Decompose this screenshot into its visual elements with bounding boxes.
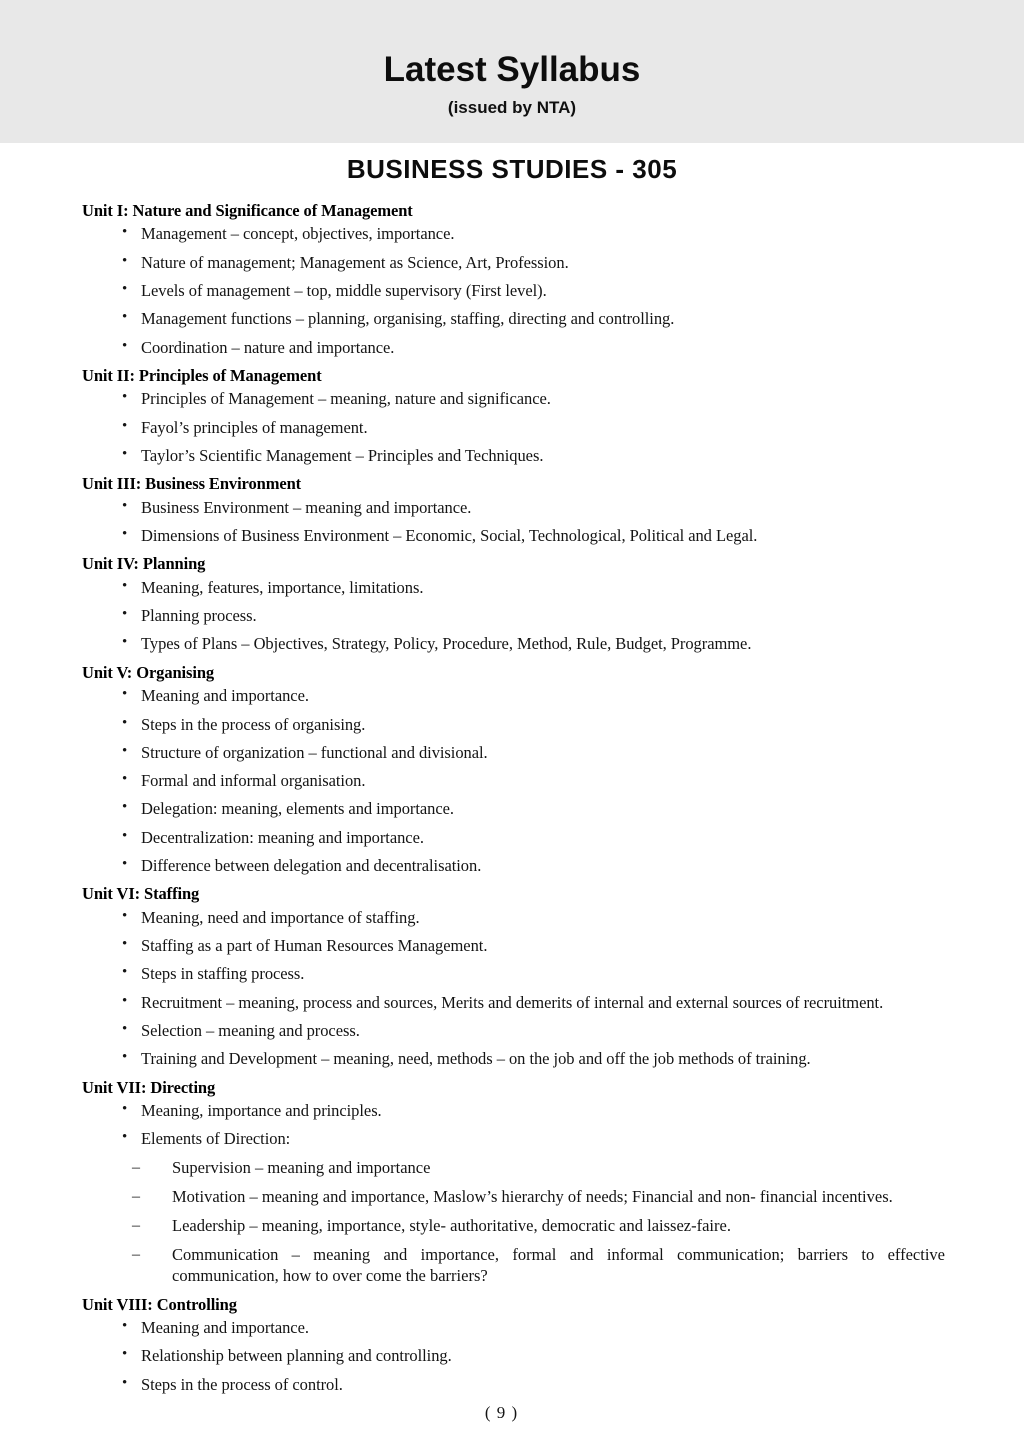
unit-heading: Unit V: Organising — [82, 662, 215, 682]
list-item-text: Staffing as a part of Human Resources Management. — [141, 936, 488, 956]
list-item — [82, 606, 945, 626]
sub-list-item-text: Motivation – meaning and importance, Maslow’s hierarchy of needs; Financial and non- financial incentives. — [172, 1186, 893, 1206]
syllabus-content — [0, 201, 1024, 1423]
bullet-icon: • — [122, 827, 128, 844]
list-item — [82, 686, 945, 706]
list-item — [82, 1375, 945, 1395]
unit-heading: Unit IV: Planning — [82, 554, 206, 574]
sub-list-item-text: Leadership – meaning, importance, style- authoritative, democratic and laissez-faire. — [172, 1215, 731, 1235]
list-item — [82, 389, 945, 409]
unit-heading: Unit II: Principles of Management — [82, 365, 322, 385]
bullet-icon: • — [122, 936, 128, 953]
unit-topic-list — [82, 224, 945, 357]
list-item-text: Recruitment – meaning, process and sources, Merits and demerits of internal and external sources of recruitment. — [141, 992, 884, 1012]
unit-block — [82, 884, 945, 1069]
unit-subtopic-list — [82, 1158, 945, 1287]
list-item — [82, 224, 945, 244]
list-item — [82, 446, 945, 466]
list-item — [82, 418, 945, 438]
list-item — [82, 1021, 945, 1041]
bullet-icon: • — [122, 497, 128, 514]
list-item-text: Delegation: meaning, elements and importance. — [141, 799, 454, 819]
header-band — [0, 0, 1024, 143]
list-item-text: Meaning, need and importance of staffing. — [141, 907, 420, 927]
list-item — [82, 743, 945, 763]
unit-topic-list — [82, 578, 945, 654]
list-item-text: Coordination – nature and importance. — [141, 337, 395, 357]
list-item — [82, 338, 945, 358]
list-item — [82, 578, 945, 598]
bullet-icon: • — [122, 1129, 128, 1146]
sub-list-item-text: Supervision – meaning and importance — [172, 1157, 431, 1177]
unit-topic-list — [82, 1101, 945, 1149]
unit-heading: Unit VI: Staffing — [82, 884, 200, 904]
bullet-icon: • — [122, 252, 128, 269]
list-item-text: Meaning and importance. — [141, 686, 309, 706]
list-item — [82, 993, 945, 1013]
subject-title: BUSINESS STUDIES - 305 — [346, 154, 678, 184]
list-item — [82, 964, 945, 984]
unit-block — [82, 663, 945, 876]
bullet-icon: • — [122, 389, 128, 406]
dash-icon: – — [132, 1216, 140, 1234]
list-item — [82, 634, 945, 654]
unit-heading: Unit VII: Directing — [82, 1077, 216, 1097]
bullet-icon: • — [122, 686, 128, 703]
list-item-text: Steps in the process of organising. — [141, 714, 366, 734]
list-item — [82, 1346, 945, 1366]
unit-block — [82, 366, 945, 466]
bullet-icon: • — [122, 417, 128, 434]
list-item — [82, 771, 945, 791]
bullet-icon: • — [122, 337, 128, 354]
list-item — [82, 828, 945, 848]
list-item-text: Fayol’s principles of management. — [141, 417, 368, 437]
bullet-icon: • — [122, 446, 128, 463]
bullet-icon: • — [122, 1049, 128, 1066]
list-item-text: Elements of Direction: — [141, 1129, 291, 1149]
unit-heading: Unit III: Business Environment — [82, 474, 302, 494]
list-item-text: Steps in the process of control. — [141, 1374, 343, 1394]
unit-topic-list — [82, 1318, 945, 1394]
unit-block — [82, 201, 945, 357]
list-item-text: Selection – meaning and process. — [141, 1020, 360, 1040]
page-title: Latest Syllabus — [383, 50, 641, 89]
list-item-text: Meaning and importance. — [141, 1318, 309, 1338]
bullet-icon: • — [122, 224, 128, 241]
bullet-icon: • — [122, 907, 128, 924]
list-item-text: Taylor’s Scientific Management – Principles and Techniques. — [141, 446, 544, 466]
unit-block — [82, 1078, 945, 1287]
list-item — [82, 498, 945, 518]
list-item — [82, 1101, 945, 1121]
sub-list-item — [82, 1216, 945, 1237]
list-item-text: Business Environment – meaning and importance. — [141, 497, 472, 517]
list-item — [82, 799, 945, 819]
sub-list-item — [82, 1158, 945, 1179]
list-item-text: Management functions – planning, organising, staffing, directing and controlling. — [141, 309, 675, 329]
list-item-text: Dimensions of Business Environment – Economic, Social, Technological, Political and Legal. — [141, 526, 758, 546]
sub-list-item — [82, 1187, 945, 1208]
bullet-icon: • — [122, 281, 128, 298]
bullet-icon: • — [122, 606, 128, 623]
list-item-text: Principles of Management – meaning, nature and significance. — [141, 389, 551, 409]
dash-icon: – — [132, 1245, 140, 1263]
bullet-icon: • — [122, 992, 128, 1009]
list-item-text: Training and Development – meaning, need, methods – on the job and off the job methods of training. — [141, 1049, 811, 1069]
dash-icon: – — [132, 1187, 140, 1205]
bullet-icon: • — [122, 309, 128, 326]
list-item-text: Types of Plans – Objectives, Strategy, Policy, Procedure, Method, Rule, Budget, Programme. — [141, 634, 752, 654]
unit-block — [82, 1295, 945, 1395]
bullet-icon: • — [122, 1101, 128, 1117]
page-number: ( 9 ) — [484, 1403, 519, 1423]
unit-topic-list — [82, 686, 945, 876]
unit-block — [82, 554, 945, 654]
unit-heading: Unit VIII: Controlling — [82, 1294, 237, 1314]
list-item-text: Management – concept, objectives, importance. — [141, 224, 455, 244]
unit-heading: Unit I: Nature and Significance of Management — [82, 201, 413, 220]
list-item — [82, 526, 945, 546]
list-item-text: Planning process. — [141, 606, 257, 626]
bullet-icon: • — [122, 799, 128, 816]
list-item-text: Meaning, importance and principles. — [141, 1101, 382, 1120]
list-item-text: Difference between delegation and decentralisation. — [141, 855, 482, 875]
list-item-text: Meaning, features, importance, limitations. — [141, 577, 424, 597]
list-item — [82, 908, 945, 928]
bullet-icon: • — [122, 964, 128, 981]
unit-block — [82, 474, 945, 546]
list-item — [82, 1129, 945, 1149]
bullet-icon: • — [122, 714, 128, 731]
bullet-icon: • — [122, 1318, 128, 1335]
bullet-icon: • — [122, 1374, 128, 1391]
bullet-icon: • — [122, 634, 128, 651]
bullet-icon: • — [122, 771, 128, 788]
dash-icon: – — [132, 1158, 140, 1176]
bullet-icon: • — [122, 1346, 128, 1363]
list-item-text: Relationship between planning and controlling. — [141, 1346, 452, 1366]
list-item — [82, 1049, 945, 1069]
bullet-icon: • — [122, 577, 128, 594]
list-item — [82, 309, 945, 329]
list-item — [82, 253, 945, 273]
list-item — [82, 281, 945, 301]
sub-list-item-text: Communication – meaning and importance, formal and informal communication; barriers to effective communication, how to over come the barriers? — [172, 1244, 945, 1285]
unit-topic-list — [82, 389, 945, 465]
bullet-icon: • — [122, 526, 128, 543]
bullet-icon: • — [122, 742, 128, 759]
list-item-text: Steps in staffing process. — [141, 964, 305, 984]
sub-list-item — [82, 1245, 945, 1286]
list-item-text: Decentralization: meaning and importance. — [141, 827, 424, 847]
bullet-icon: • — [122, 855, 128, 872]
list-item — [82, 936, 945, 956]
page-subtitle: (issued by NTA) — [447, 97, 577, 117]
list-item-text: Formal and informal organisation. — [141, 771, 366, 791]
list-item-text: Levels of management – top, middle supervisory (First level). — [141, 281, 547, 301]
list-item — [82, 715, 945, 735]
list-item — [82, 1318, 945, 1338]
list-item-text: Nature of management; Management as Science, Art, Profession. — [141, 252, 569, 272]
list-item-text: Structure of organization – functional and divisional. — [141, 742, 488, 762]
unit-topic-list — [82, 908, 945, 1069]
unit-topic-list — [82, 498, 945, 546]
list-item — [82, 856, 945, 876]
bullet-icon: • — [122, 1020, 128, 1037]
